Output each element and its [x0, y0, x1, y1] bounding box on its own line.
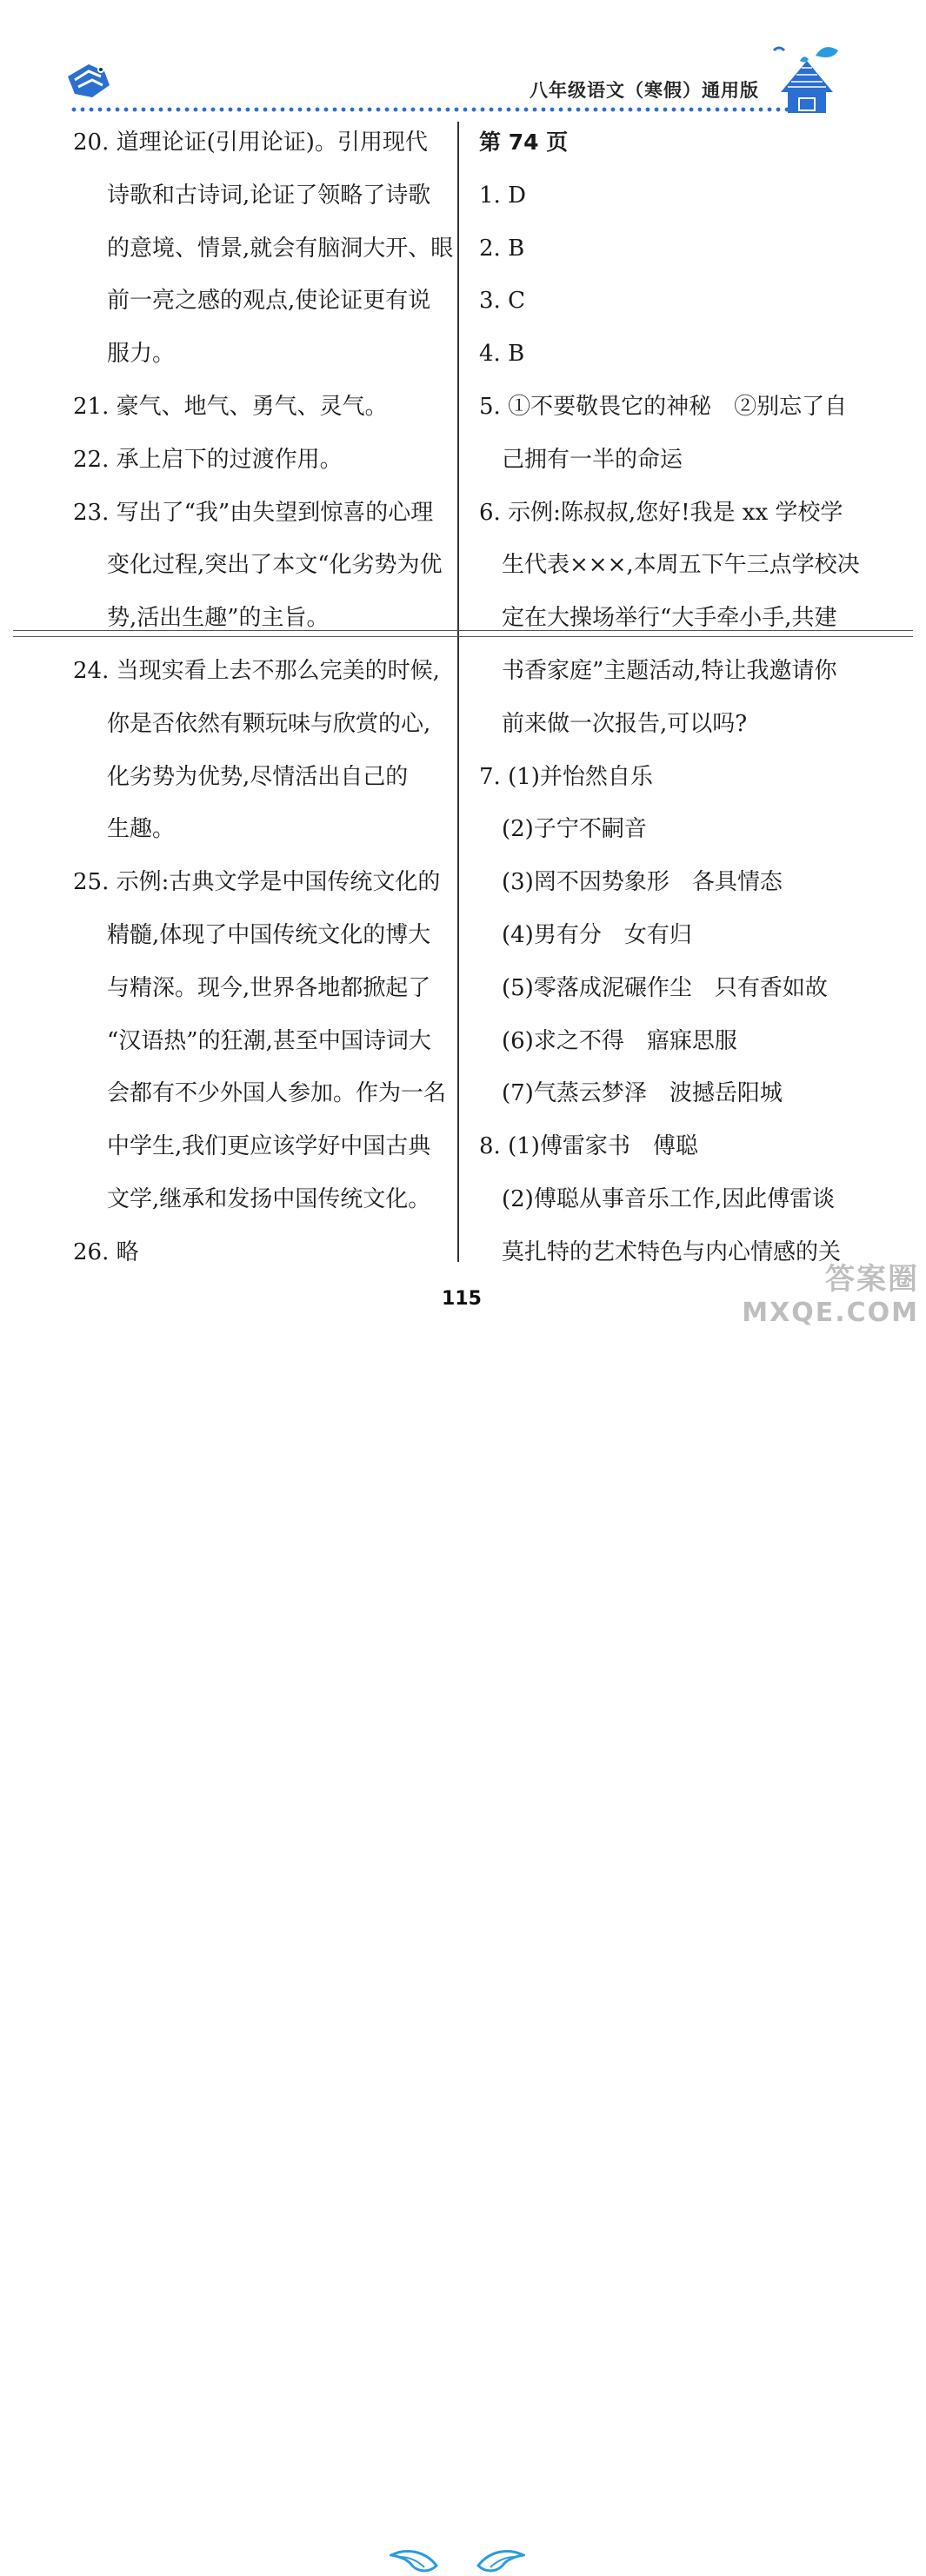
wing-icon: [390, 2546, 438, 2576]
answer-line: 5. ①不要敬畏它的神秘 ②别忘了自: [479, 394, 848, 420]
answer-line: 20. 道理论证(引用论证)。引用现代: [73, 129, 428, 156]
answer-line: 24. 当现实看上去不那么完美的时候,: [73, 658, 440, 684]
answer-line: (4)男有分 女有归: [502, 922, 692, 948]
answer-line: 中学生,我们更应该学好中国古典: [107, 1133, 431, 1160]
answer-line: 变化过程,突出了本文“化劣势为优: [107, 552, 443, 579]
answer-line: 23. 写出了“我”由失望到惊喜的心理: [73, 499, 434, 526]
answer-line: “汉语热”的狂潮,甚至中国诗词大: [107, 1027, 431, 1054]
answer-line: 3. C: [479, 288, 525, 315]
answer-line: 会都有不少外国人参加。作为一名: [107, 1080, 447, 1107]
answer-line: 书香家庭”主题活动,特让我邀请你: [502, 658, 837, 684]
watermark: [742, 1255, 919, 1328]
section-divider-bottom: [13, 636, 913, 637]
answer-line: 22. 承上启下的过渡作用。: [73, 446, 343, 473]
answer-line: 莫扎特的艺术特色与内心情感的关: [502, 1238, 842, 1265]
answer-line: 定在大操场举行“大手牵小手,共建: [502, 605, 837, 632]
page-number: 115: [442, 1288, 482, 1310]
answer-line: 26. 略: [73, 1238, 139, 1265]
answer-line: 与精深。现今,世界各地都掀起了: [107, 974, 431, 1001]
answer-line: 6. 示例:陈叔叔,您好!我是 xx 学校学: [479, 499, 843, 526]
watermark-line-1: 答案圈: [825, 1262, 919, 1297]
answer-line: 生代表×××,本周五下午三点学校决: [502, 552, 860, 579]
answer-line: 势,活出生趣”的主旨。: [107, 605, 330, 632]
answer-line: (7)气蒸云梦泽 波撼岳阳城: [502, 1080, 783, 1107]
header-title: 八年级语文（寒假）通用版: [530, 80, 759, 101]
answer-line: 服力。: [107, 341, 176, 368]
answer-line: (3)罔不因势象形 各具情态: [502, 869, 783, 896]
answer-line: 生趣。: [107, 816, 176, 843]
answer-line: 21. 豪气、地气、勇气、灵气。: [73, 394, 388, 420]
answer-line: (2)子宁不嗣音: [502, 816, 647, 843]
wing-icon: [476, 2546, 525, 2576]
answer-line: 1. D: [479, 182, 526, 209]
header-dotted-line: [70, 107, 791, 112]
column-divider: [457, 122, 459, 1262]
watermark-line-2: MXQE.COM: [742, 1298, 919, 1328]
answer-line: 化劣势为优势,尽情活出自己的: [107, 763, 409, 790]
pencil-mascot-icon: [63, 59, 115, 103]
house-icon: [765, 43, 848, 117]
answer-line: 诗歌和古诗词,论证了领略了诗歌: [107, 182, 431, 209]
answer-line: 前一亮之感的观点,使论证更有说: [107, 288, 431, 315]
answer-line: 你是否依然有颗玩味与欣赏的心,: [107, 710, 431, 737]
answer-line: 25. 示例:古典文学是中国传统文化的: [73, 869, 441, 896]
answer-line: 前来做一次报告,可以吗?: [502, 710, 748, 737]
answer-line: 己拥有一半的命运: [502, 446, 683, 473]
answer-line: 8. (1)傅雷家书 傅聪: [479, 1133, 698, 1160]
answer-line: 7. (1)并怡然自乐: [479, 763, 653, 790]
answer-line: 的意境、情景,就会有脑洞大开、眼: [107, 235, 454, 262]
answer-line: 2. B: [479, 235, 525, 262]
section-title: 第 74 页: [479, 129, 569, 155]
answer-line: (5)零落成泥碾作尘 只有香如故: [502, 974, 828, 1001]
answer-line: (6)求之不得 寤寐思服: [502, 1027, 737, 1054]
answer-line: 精髓,体现了中国传统文化的博大: [107, 922, 431, 948]
answer-line: 文学,继承和发扬中国传统文化。: [107, 1186, 431, 1212]
page-header: [0, 0, 926, 122]
answer-line: 4. B: [479, 341, 525, 368]
answer-line: (2)傅聪从事音乐工作,因此傅雷谈: [502, 1186, 836, 1212]
